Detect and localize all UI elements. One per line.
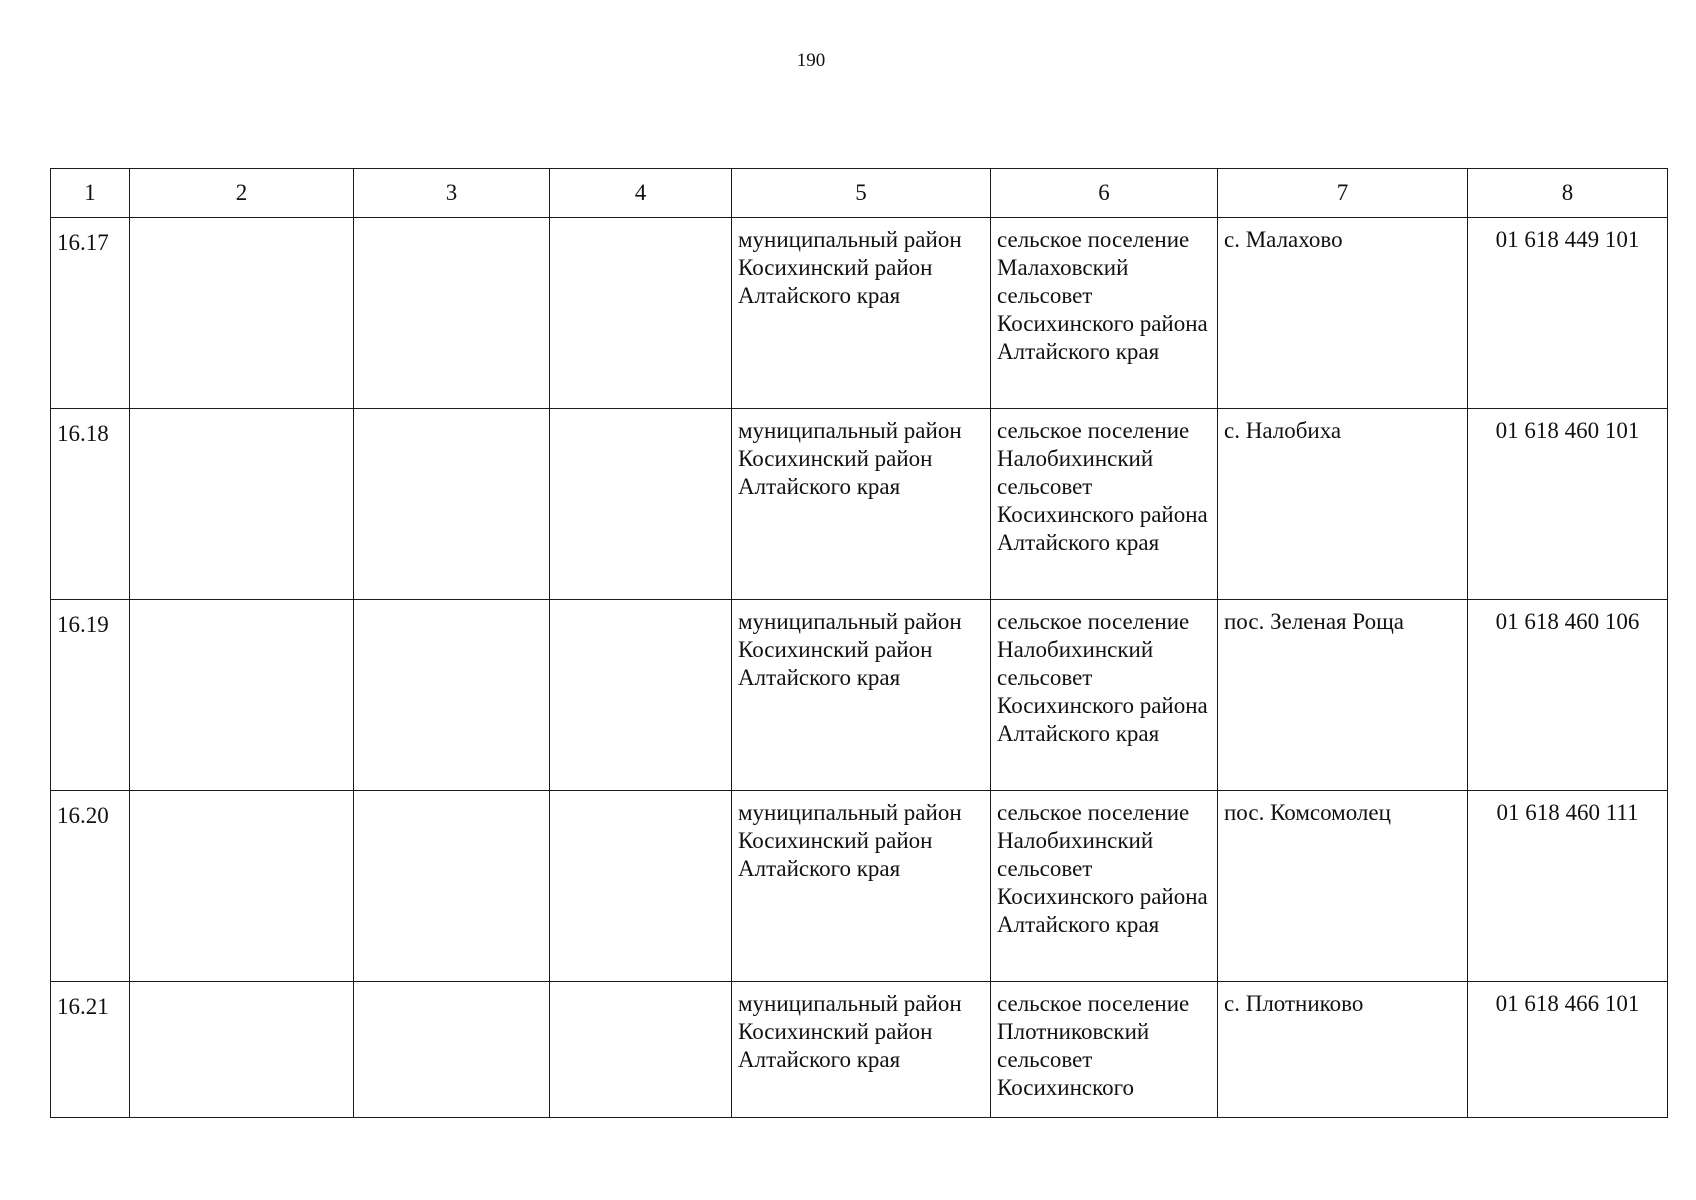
empty-cell — [130, 409, 354, 600]
settlement-cell: сельское поселение Плотниковский сельсовет Косихинского — [991, 982, 1218, 1118]
locality-cell: пос. Комсомолец — [1218, 791, 1468, 982]
table-row — [51, 409, 1668, 600]
table-header-row — [51, 169, 1668, 218]
row-number: 16.21 — [51, 982, 130, 1118]
empty-cell — [130, 791, 354, 982]
municipal-district-cell: муниципальный район Косихинский район Алтайского края — [732, 982, 991, 1118]
column-header: 6 — [991, 169, 1218, 218]
empty-cell — [130, 600, 354, 791]
settlement-cell: сельское поселение Налобихинский сельсовет Косихинского района Алтайского края — [991, 791, 1218, 982]
locality-cell: с. Малахово — [1218, 218, 1468, 409]
column-header: 7 — [1218, 169, 1468, 218]
locality-cell: пос. Зеленая Роща — [1218, 600, 1468, 791]
table-row — [51, 218, 1668, 409]
municipal-district-cell: муниципальный район Косихинский район Алтайского края — [732, 409, 991, 600]
settlement-cell: сельское поселение Налобихинский сельсовет Косихинского района Алтайского края — [991, 409, 1218, 600]
code-cell: 01 618 460 111 — [1468, 791, 1668, 982]
code-cell: 01 618 466 101 — [1468, 982, 1668, 1118]
code-cell: 01 618 460 101 — [1468, 409, 1668, 600]
code-cell: 01 618 460 106 — [1468, 600, 1668, 791]
row-number: 16.19 — [51, 600, 130, 791]
column-header: 2 — [130, 169, 354, 218]
empty-cell — [550, 600, 732, 791]
empty-cell — [550, 791, 732, 982]
row-number: 16.18 — [51, 409, 130, 600]
empty-cell — [354, 791, 550, 982]
table-row — [51, 600, 1668, 791]
empty-cell — [354, 982, 550, 1118]
locality-cell: с. Налобиха — [1218, 409, 1468, 600]
municipal-district-cell: муниципальный район Косихинский район Алтайского края — [732, 791, 991, 982]
empty-cell — [354, 600, 550, 791]
code-cell: 01 618 449 101 — [1468, 218, 1668, 409]
column-header: 5 — [732, 169, 991, 218]
row-number: 16.17 — [51, 218, 130, 409]
column-header: 8 — [1468, 169, 1668, 218]
table-row — [51, 791, 1668, 982]
municipal-district-cell: муниципальный район Косихинский район Алтайского края — [732, 218, 991, 409]
empty-cell — [354, 409, 550, 600]
empty-cell — [550, 218, 732, 409]
empty-cell — [354, 218, 550, 409]
row-number: 16.20 — [51, 791, 130, 982]
column-header: 1 — [51, 169, 130, 218]
empty-cell — [130, 218, 354, 409]
empty-cell — [550, 409, 732, 600]
column-header: 4 — [550, 169, 732, 218]
empty-cell — [550, 982, 732, 1118]
municipal-district-cell: муниципальный район Косихинский район Алтайского края — [732, 600, 991, 791]
column-header: 3 — [354, 169, 550, 218]
empty-cell — [130, 982, 354, 1118]
settlement-cell: сельское поселение Малаховский сельсовет Косихинского района Алтайского края — [991, 218, 1218, 409]
table-row — [51, 982, 1668, 1118]
page-number: 190 — [796, 50, 826, 71]
settlements-table — [50, 168, 1668, 1118]
locality-cell: с. Плотниково — [1218, 982, 1468, 1118]
settlement-cell: сельское поселение Налобихинский сельсовет Косихинского района Алтайского края — [991, 600, 1218, 791]
